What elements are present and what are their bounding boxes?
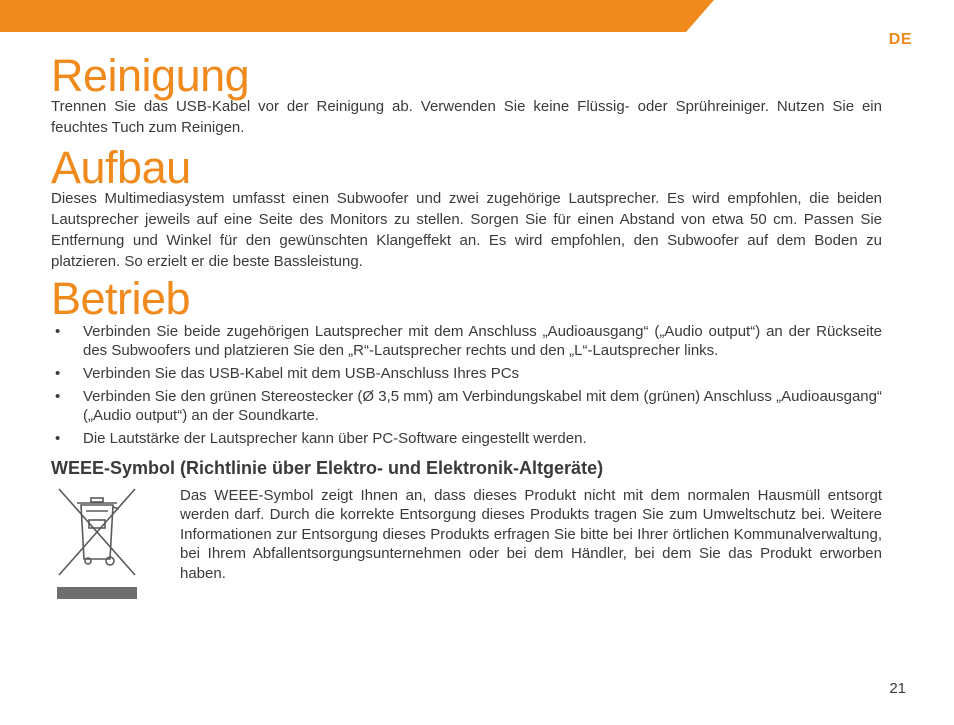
bullet-marker: • <box>55 388 61 405</box>
list-item-text: Verbinden Sie das USB-Kabel mit dem USB-Anschluss Ihres PCs <box>83 365 520 382</box>
weee-section <box>51 486 882 626</box>
bullet-marker: • <box>55 323 61 340</box>
aufbau-paragraph: Dieses Multimediasystem umfasst einen Subwoofer und zwei zugehörige Lautsprecher. Es wird empfohlen, die beiden Lautsprecher jeweils auf eine Seite des Monitors zu stellen. Sorgen Sie für einen Abstand von etwa 50 cm. Passen Sie Entfernung und Winkel für den gewünschten Klangeffekt an. Es wird empfohlen, den Subwoofer auf dem Boden zu platzieren. So erzielt er die beste Bassleistung. <box>51 190 882 270</box>
weee-paragraph: Das WEEE-Symbol zeigt Ihnen an, dass dieses Produkt nicht mit dem normalen Hausmüll entsorgt werden darf. Durch die korrekte Entsorgung dieses Produkts tragen Sie zum Umweltschutz bei. Weitere Informationen zur Entsorgung dieses Produkts erfragen Sie bitte bei Ihrer örtlichen Kommunalverwaltung, bei Ihrem Abfallentsorgungsunternehmen oder bei dem Händler, bei dem Sie das Produkt erworben haben. <box>180 487 882 582</box>
page-number: 21 <box>889 680 906 697</box>
language-code: DE <box>888 31 912 48</box>
heading-reinigung: Reinigung <box>51 50 250 101</box>
list-item-text: Verbinden Sie beide zugehörigen Lautsprecher mit dem Anschluss „Audioausgang“ („Audio output“) an der Rückseite des Subwoofers und platzieren Sie den „R“-Lautsprecher rechts und den „L“-Lautsprecher links. <box>83 323 882 359</box>
list-item-text: Verbinden Sie den grünen Stereostecker (Ø 3,5 mm) am Verbindungskabel mit dem (grünen) Anschluss „Audioausgang“ („Audio output“) an der Soundkarte. <box>83 388 882 424</box>
heading-aufbau: Aufbau <box>51 142 191 193</box>
crossed-out-wheelie-bin-icon <box>55 487 139 607</box>
heading-betrieb: Betrieb <box>51 273 191 324</box>
list-item <box>51 429 882 448</box>
list-item-text: Die Lautstärke der Lautsprecher kann über PC-Software eingestellt werden. <box>83 430 587 447</box>
header-accent-bar <box>0 0 954 32</box>
bullet-marker: • <box>55 365 61 382</box>
list-item <box>51 322 882 360</box>
bullet-marker: • <box>55 430 61 447</box>
page-content <box>51 50 882 626</box>
heading-weee: WEEE-Symbol (Richtlinie über Elektro- und Elektronik-Altgeräte) <box>51 458 604 478</box>
betrieb-bullet-list <box>51 322 882 448</box>
list-item <box>51 364 882 383</box>
list-item <box>51 387 882 425</box>
reinigung-paragraph: Trennen Sie das USB-Kabel vor der Reinigung ab. Verwenden Sie keine Flüssig- oder Sprühreiniger. Nutzen Sie ein feuchtes Tuch zum Reinigen. <box>51 98 882 136</box>
